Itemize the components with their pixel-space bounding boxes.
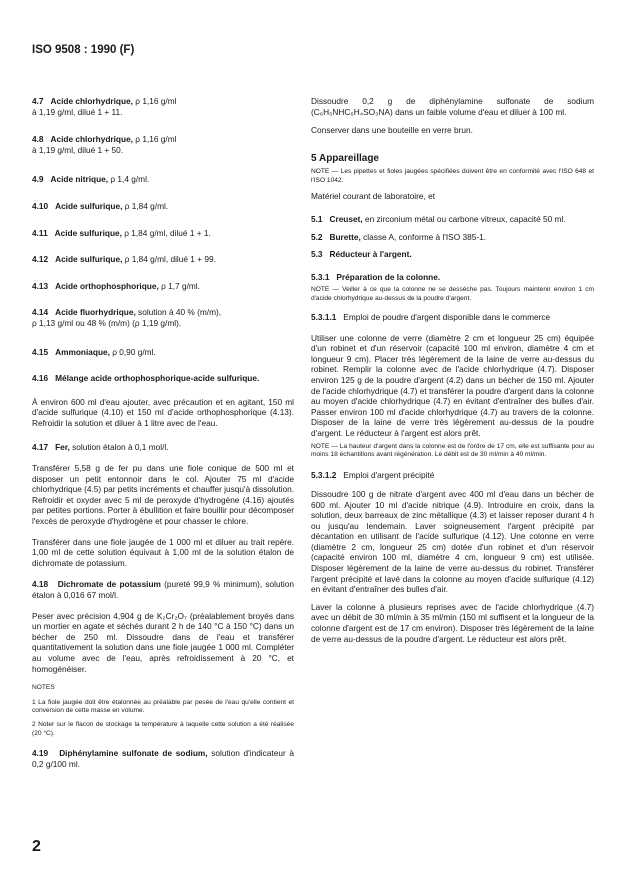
clause-5-3-1 [311, 272, 594, 283]
clause-4-13 [32, 281, 294, 292]
clause-text: ρ 1,84 g/ml, dilué 1 + 99. [122, 254, 216, 265]
clause-text: solution étalon à 0,1 mol/l. [69, 441, 169, 452]
clause-title: Ammoniaque, [55, 346, 110, 357]
clause-number: 4.14 [32, 307, 49, 318]
clause-5-3 [311, 249, 594, 260]
clause-number: 4.15 [32, 346, 49, 357]
clause-text: ρ 0,90 g/ml. [109, 346, 156, 357]
clause-title: Acide sulfurique, [55, 254, 123, 265]
clause-text: Emploi de poudre d'argent disponible dans le commerce [343, 311, 551, 322]
clause-number: 5.3.1.1 [311, 311, 337, 322]
clause-text: solution à 40 % (m/m), [135, 307, 222, 318]
clause-4-18 [32, 579, 294, 600]
clause-title: Acide fluorhydrique, [55, 307, 136, 318]
clause-text: classe A, conforme à l'ISO 385-1. [360, 232, 487, 243]
clause-number: 4.17 [32, 441, 49, 452]
clause-text: (pureté 99,9 % minimum), solution étalon à 0,016 67 mol/l. [32, 579, 295, 601]
clause-5-1 [311, 214, 594, 225]
paragraph: Peser avec précision 4,904 g de K₂Cr₂O₇ (préalablement broyés dans un mortier en agate et séchés durant 2 h de 140 °C à 150 °C) dans un bécher de 250 ml. Dissoudre dans de l'eau et transférer quantitativement la solution dans une fiole jaugée 1 000 ml. Compléter au volume avec de l'eau, après refroidissement à 20 °C, et homogénéiser. [32, 610, 294, 674]
clause-4-16 [32, 373, 294, 384]
paragraph: Dissoudre 0,2 g de diphénylamine sulfonate de sodium (C₆H₅NHC₆H₄SO₃NA) dans un faible volume d'eau et diluer à 100 ml. [311, 96, 594, 117]
clause-text: solution d'indicateur à 0,2 g/100 ml. [32, 748, 294, 769]
clause-4-8 [32, 134, 294, 155]
section-heading: 5 Appareillage [311, 152, 379, 164]
clause-title: Creuset, [329, 213, 363, 224]
clause-number: 4.11 [32, 227, 48, 238]
clause-title: Burette, [329, 232, 361, 243]
clause-5-2 [311, 232, 594, 243]
clause-5-3-1-2 [311, 470, 594, 481]
clause-text: à 1,19 g/ml, dilué 1 + 11. [32, 106, 123, 117]
clause-4-17 [32, 442, 294, 453]
note: NOTE — La hauteur d'argent dans la colonne est de l'ordre de 17 cm, elle est suffisante pour au moins 18 échantillons avant régénération. Le débit est de 30 ml/min à 40 ml/min. [311, 442, 594, 458]
clause-number: 5.3.1 [311, 271, 330, 282]
clause-number: 5.2 [311, 232, 323, 243]
clause-title: Acide sulfurique, [54, 227, 122, 238]
clause-4-11 [32, 228, 294, 239]
clause-text: à 1,19 g/ml, dilué 1 + 50. [32, 144, 124, 155]
clause-number: 5.3 [311, 248, 323, 259]
right-column [311, 96, 594, 644]
clause-4-19 [32, 748, 294, 769]
clause-text: ρ 1,84 g/ml. [122, 200, 169, 211]
paragraph: Dissoudre 100 g de nitrate d'argent avec 400 ml d'eau dans un bécher de 600 ml. Ajouter 10 ml d'acide nitrique (4.9). Introduire en croix, dans la solution, deux barreaux de zinc métallique (4.3) et laisser reposer durant 4 h ou jusqu'au lendemain. Laver soigneusement l'argent précipité par décantation en utilisant de l'acide sulfurique (4.12). Une colonne en verre (diamètre 2 cm, longueur 25 cm) dotée d'un robinet et d'un réservoir (capacité environ 100 ml, diamètre 4 cm, longueur 9 cm) est utilisée. Disposer légèrement de la laine de verre au-dessus du robinet. Transférer l'argent précipité et lavé dans la colonne au moyen d'acide sulfurique (4.12) en évitant d'entraîner des bulles d'air. [311, 488, 594, 595]
paragraph: Conserver dans une bouteille en verre brun. [311, 125, 473, 136]
note: 1 La fiole jaugée doit être étalonnée au préalable par pesée de l'eau qu'elle contient et conversion de cette masse en volume. [32, 698, 294, 714]
clause-number: 4.12 [32, 254, 49, 265]
clause-number: 4.19 [32, 748, 49, 759]
clause-title: Diphénylamine sulfonate de sodium, [59, 748, 208, 759]
clause-title: Acide chlorhydrique, [50, 96, 133, 106]
clause-text: ρ 1,4 g/ml. [108, 174, 150, 185]
notes-label: NOTES [32, 684, 55, 692]
clause-4-12 [32, 254, 294, 265]
clause-text: en zirconium métal ou carbone vitreux, capacité 50 ml. [362, 213, 566, 224]
clause-title: Réducteur à l'argent. [329, 248, 412, 259]
note: NOTE — Veiller à ce que la colonne ne se dessèche pas. Toujours maintenir environ 1 cm d'acide chlorhydrique au-dessus de la poudre d'argent. [311, 286, 594, 302]
paragraph: Laver la colonne à plusieurs reprises avec de l'acide chlorhydrique (4.7) avec un débit de 30 ml/min à 35 ml/min (150 ml suffisent et la longueur de la colonne d'argent est de 17 cm environ). Disposer très légèrement de la laine de verre au-dessus de la poudre d'argent. Le réducteur est alors prêt. [311, 601, 594, 644]
clause-text: ρ 1,84 g/ml, dilué 1 + 1. [121, 227, 211, 238]
clause-title: Acide sulfurique, [55, 200, 123, 211]
paragraph: Transférer dans une fiole jaugée de 1 000 ml et diluer au trait repère. 1,00 ml de cette solution équivaut à 1,00 ml de la solution étalon de dichromate de potassium. [32, 536, 294, 568]
note: 2 Noter sur le flacon de stockage la température à laquelle cette solution a été réalisée (20 °C). [32, 721, 294, 737]
clause-4-14 [32, 307, 294, 328]
clause-number: 4.8 [32, 134, 44, 145]
clause-title: Fer, [55, 441, 70, 452]
paragraph: Utiliser une colonne de verre (diamètre 2 cm et longueur 25 cm) équipée d'un robinet et d'un réservoir (capacité 100 ml environ, diamètre 4 cm et longueur 9 cm). Placer très légèrement de la laine de verre au-dessus du robinet. Remplir la colonne avec de l'acide chlorhydrique (4.7). Disposer environ 125 g de la poudre d'argent (4.2) dans un bécher de 150 ml. Ajouter de l'acide chlorhydrique (4.7) et transférer la poudre d'argent dans la colonne au moyen d'acide chlorhydrique (4.7) en évitant d'entraîner des bulles d'air. Passer environ 100 ml d'acide chlorhydrique (4.7) au travers de la colonne. Disposer de la laine de verre très légèrement au-dessus de la poudre d'argent. Le réducteur à l'argent est alors prêt. [311, 332, 594, 438]
clause-number: 4.18 [32, 579, 49, 590]
clause-title: Acide nitrique, [50, 174, 109, 185]
note: NOTE — Les pipettes et fioles jaugées spécifiées doivent être en conformité avec l'ISO 648 et l'ISO 1042. [311, 168, 594, 184]
clause-4-15 [32, 347, 294, 358]
clause-4-10 [32, 201, 294, 212]
clause-number: 5.1 [311, 213, 323, 224]
left-column [32, 96, 295, 769]
clause-title: Mélange acide orthophosphorique-acide sulfurique. [55, 373, 260, 384]
clause-text: ρ 1,16 g/ml [133, 134, 177, 145]
clause-number: 4.10 [32, 200, 49, 211]
clause-number: 4.16 [32, 373, 49, 384]
clause-title: Dichromate de potassium [57, 579, 161, 590]
document-header: ISO 9508 : 1990 (F) [32, 44, 135, 56]
paragraph: Matériel courant de laboratoire, et [311, 191, 436, 202]
clause-4-9 [32, 174, 294, 185]
clause-5-3-1-1 [311, 312, 594, 323]
clause-number: 5.3.1.2 [311, 470, 337, 481]
clause-4-7 [32, 96, 294, 117]
clause-number: 4.9 [32, 174, 44, 185]
clause-text: ρ 1,13 g/ml ou 48 % (m/m) (ρ 1,19 g/ml). [32, 317, 182, 328]
clause-number: 4.7 [32, 96, 44, 106]
paragraph: À environ 600 ml d'eau ajouter, avec précaution et en agitant, 150 ml d'acide sulfurique (4.10) et 150 ml d'acide orthophosphorique (4.13). Refroidir la solution et diluer à 1 litre avec de l'eau. [32, 396, 294, 428]
clause-title: Acide orthophosphorique, [55, 280, 159, 291]
clause-text: Emploi d'argent précipité [343, 470, 435, 481]
clause-text: ρ 1,16 g/ml [133, 96, 177, 106]
clause-title: Préparation de la colonne. [336, 271, 441, 282]
clause-number: 4.13 [32, 280, 49, 291]
paragraph: Transférer 5,58 g de fer pu dans une fiole conique de 500 ml et disposer un petit entonnoir dans le col. Ajouter 75 ml d'acide chlorhydrique (4.5) par petits incréments et chauffer jusqu'à dissolution. Refroidir et oxyder avec 5 ml de peroxyde d'hydrogène (4.16) ajoutés par petites portions. Porter à ébullition et faire bouillir pour décomposer l'excès de peroxyde d'hydrogène et pour chasser le chlore. [32, 463, 295, 527]
page-number: 2 [32, 838, 41, 855]
clause-title: Acide chlorhydrique, [50, 134, 133, 145]
clause-text: ρ 1,7 g/ml. [158, 280, 200, 291]
